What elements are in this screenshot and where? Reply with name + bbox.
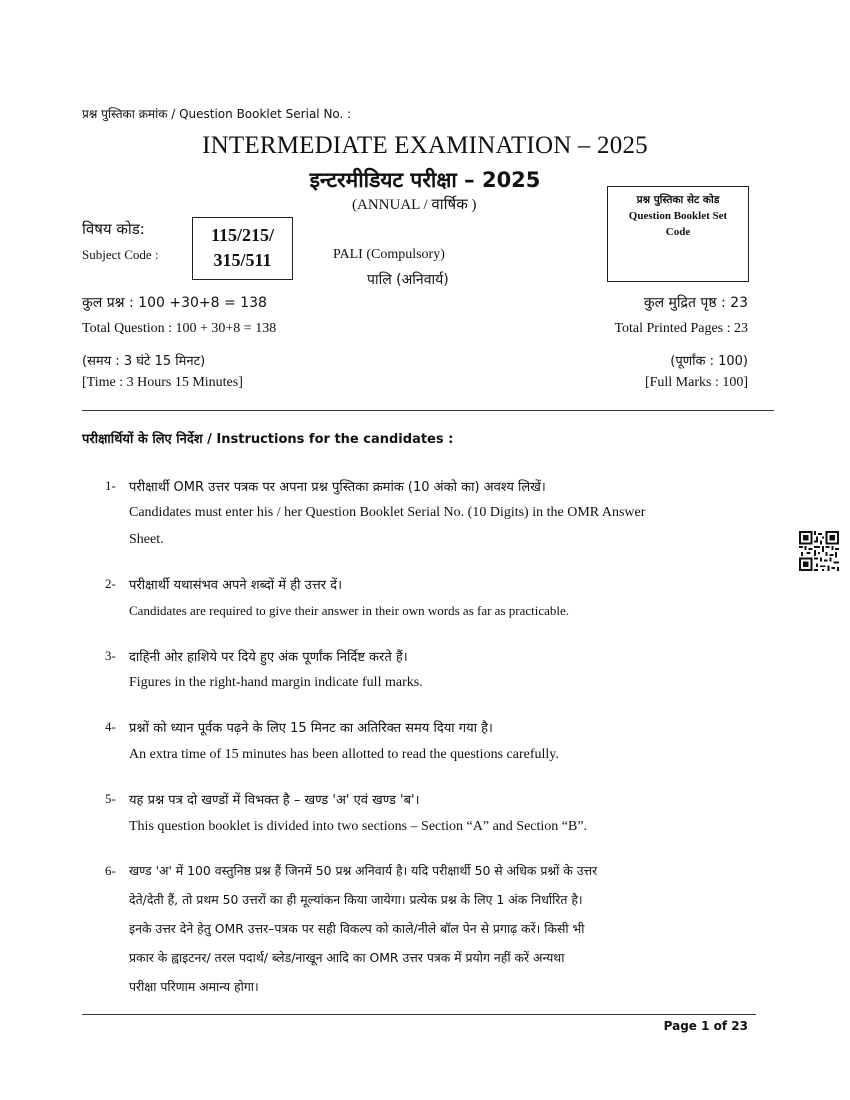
instruction-number: 4- <box>105 719 116 734</box>
total-questions-hindi: कुल प्रश्न : 100 +30+8 = 138 <box>82 295 267 311</box>
subject-code-line-2: 315/511 <box>213 250 272 270</box>
instruction-paragraph-line: परीक्षा परिणाम अमान्य होगा। <box>129 979 259 994</box>
subject-code-box <box>192 217 293 280</box>
exam-title-english: INTERMEDIATE EXAMINATION – 2025 <box>202 132 648 159</box>
instruction-hindi: यह प्रश्न पत्र दो खण्डों में विभक्त है – खण्ड 'अ' एवं खण्ड 'ब'। <box>129 793 420 808</box>
instruction-number: 2- <box>105 576 116 591</box>
instruction-english: An extra time of 15 minutes has been allotted to read the questions carefully. <box>129 747 559 762</box>
instruction-english: Sheet. <box>129 532 164 547</box>
serial-number-label: प्रश्न पुस्तिका क्रमांक / Question Booklet Serial No. : <box>82 107 352 121</box>
time-hindi: (समय : 3 घंटे 15 मिनट) <box>82 354 206 369</box>
instructions-heading: परीक्षार्थियों के लिए निर्देश / Instructions for the candidates : <box>82 432 454 447</box>
full-marks-english: [Full Marks : 100] <box>644 375 748 390</box>
instruction-number: 6- <box>105 863 116 878</box>
set-code-label-english-2: Code <box>665 226 691 238</box>
total-questions-english: Total Question : 100 + 30+8 = 138 <box>82 321 277 336</box>
set-code-label-hindi: प्रश्न पुस्तिका सेट कोड <box>636 194 720 206</box>
qr-code <box>799 531 839 571</box>
time-english: [Time : 3 Hours 15 Minutes] <box>82 375 243 390</box>
instruction-english: Candidates must enter his / her Question Booklet Serial No. (10 Digits) in the OMR Answer <box>129 505 646 520</box>
subject-code-line-1: 115/215/ <box>210 225 274 245</box>
header-divider <box>82 410 774 411</box>
instruction-hindi: प्रश्नों को ध्यान पूर्वक पढ़ने के लिए 15 मिनट का अतिरिक्त समय दिया गया है। <box>129 721 493 736</box>
total-pages-hindi: कुल मुद्रित पृष्ठ : 23 <box>643 295 748 311</box>
exam-session: (ANNUAL / वार्षिक ) <box>352 197 477 213</box>
subject-name-hindi: पालि (अनिवार्य) <box>367 272 449 288</box>
instruction-number: 5- <box>105 791 116 806</box>
total-pages-english: Total Printed Pages : 23 <box>614 321 748 336</box>
subject-code-label-hindi: विषय कोड: <box>82 220 145 238</box>
exam-title-hindi: इन्टरमीडियट परीक्षा – 2025 <box>309 168 541 192</box>
instruction-paragraph-line: प्रकार के ह्वाइटनर/ तरल पदार्थ/ ब्लेड/नाखून आदि का OMR उत्तर पत्रक में प्रयोग नहीं करें अन्यथा <box>129 950 565 965</box>
subject-code-label-english: Subject Code : <box>82 247 159 262</box>
set-code-label-english-1: Question Booklet Set <box>628 210 728 222</box>
instruction-hindi: दाहिनी ओर हाशिये पर दिये हुए अंक पूर्णांक निर्दिष्ट करते हैं। <box>129 650 408 665</box>
page-number: Page 1 of 23 <box>663 1019 748 1033</box>
footer-divider <box>82 1014 756 1015</box>
subject-name-english: PALI (Compulsory) <box>333 247 445 262</box>
full-marks-hindi: (पूर्णांक : 100) <box>670 354 748 369</box>
instruction-paragraph-line: देते/देती हैं, तो प्रथम 50 उत्तरों का ही मूल्यांकन किया जायेगा। प्रत्येक प्रश्न के लिए 1 अंक निर्धारित है। <box>129 892 583 907</box>
instruction-paragraph-line: इनके उत्तर देने हेतु OMR उत्तर–पत्रक पर सही विकल्प को काले/नीले बॉल पेन से प्रगाढ़ करें। किसी भी <box>129 921 585 936</box>
instruction-english: Candidates are required to give their answer in their own words as far as practicable. <box>129 603 570 618</box>
instruction-hindi: परीक्षार्थी OMR उत्तर पत्रक पर अपना प्रश्न पुस्तिका क्रमांक (10 अंको का) अवश्य लिखें। <box>129 480 546 495</box>
instruction-paragraph-line: खण्ड 'अ' में 100 वस्तुनिष्ठ प्रश्न हैं जिनमें 50 प्रश्न अनिवार्य है। यदि परीक्षार्थी 50 से अधिक प्रश्नों के उत्तर <box>129 863 598 878</box>
instruction-english: This question booklet is divided into two sections – Section “A” and Section “B”. <box>129 819 588 834</box>
instruction-hindi: परीक्षार्थी यथासंभव अपने शब्दों में ही उत्तर दें। <box>129 578 342 593</box>
instruction-number: 3- <box>105 648 116 663</box>
instruction-english: Figures in the right-hand margin indicate full marks. <box>129 675 423 690</box>
instruction-number: 1- <box>105 478 116 493</box>
set-code-box <box>607 186 749 282</box>
